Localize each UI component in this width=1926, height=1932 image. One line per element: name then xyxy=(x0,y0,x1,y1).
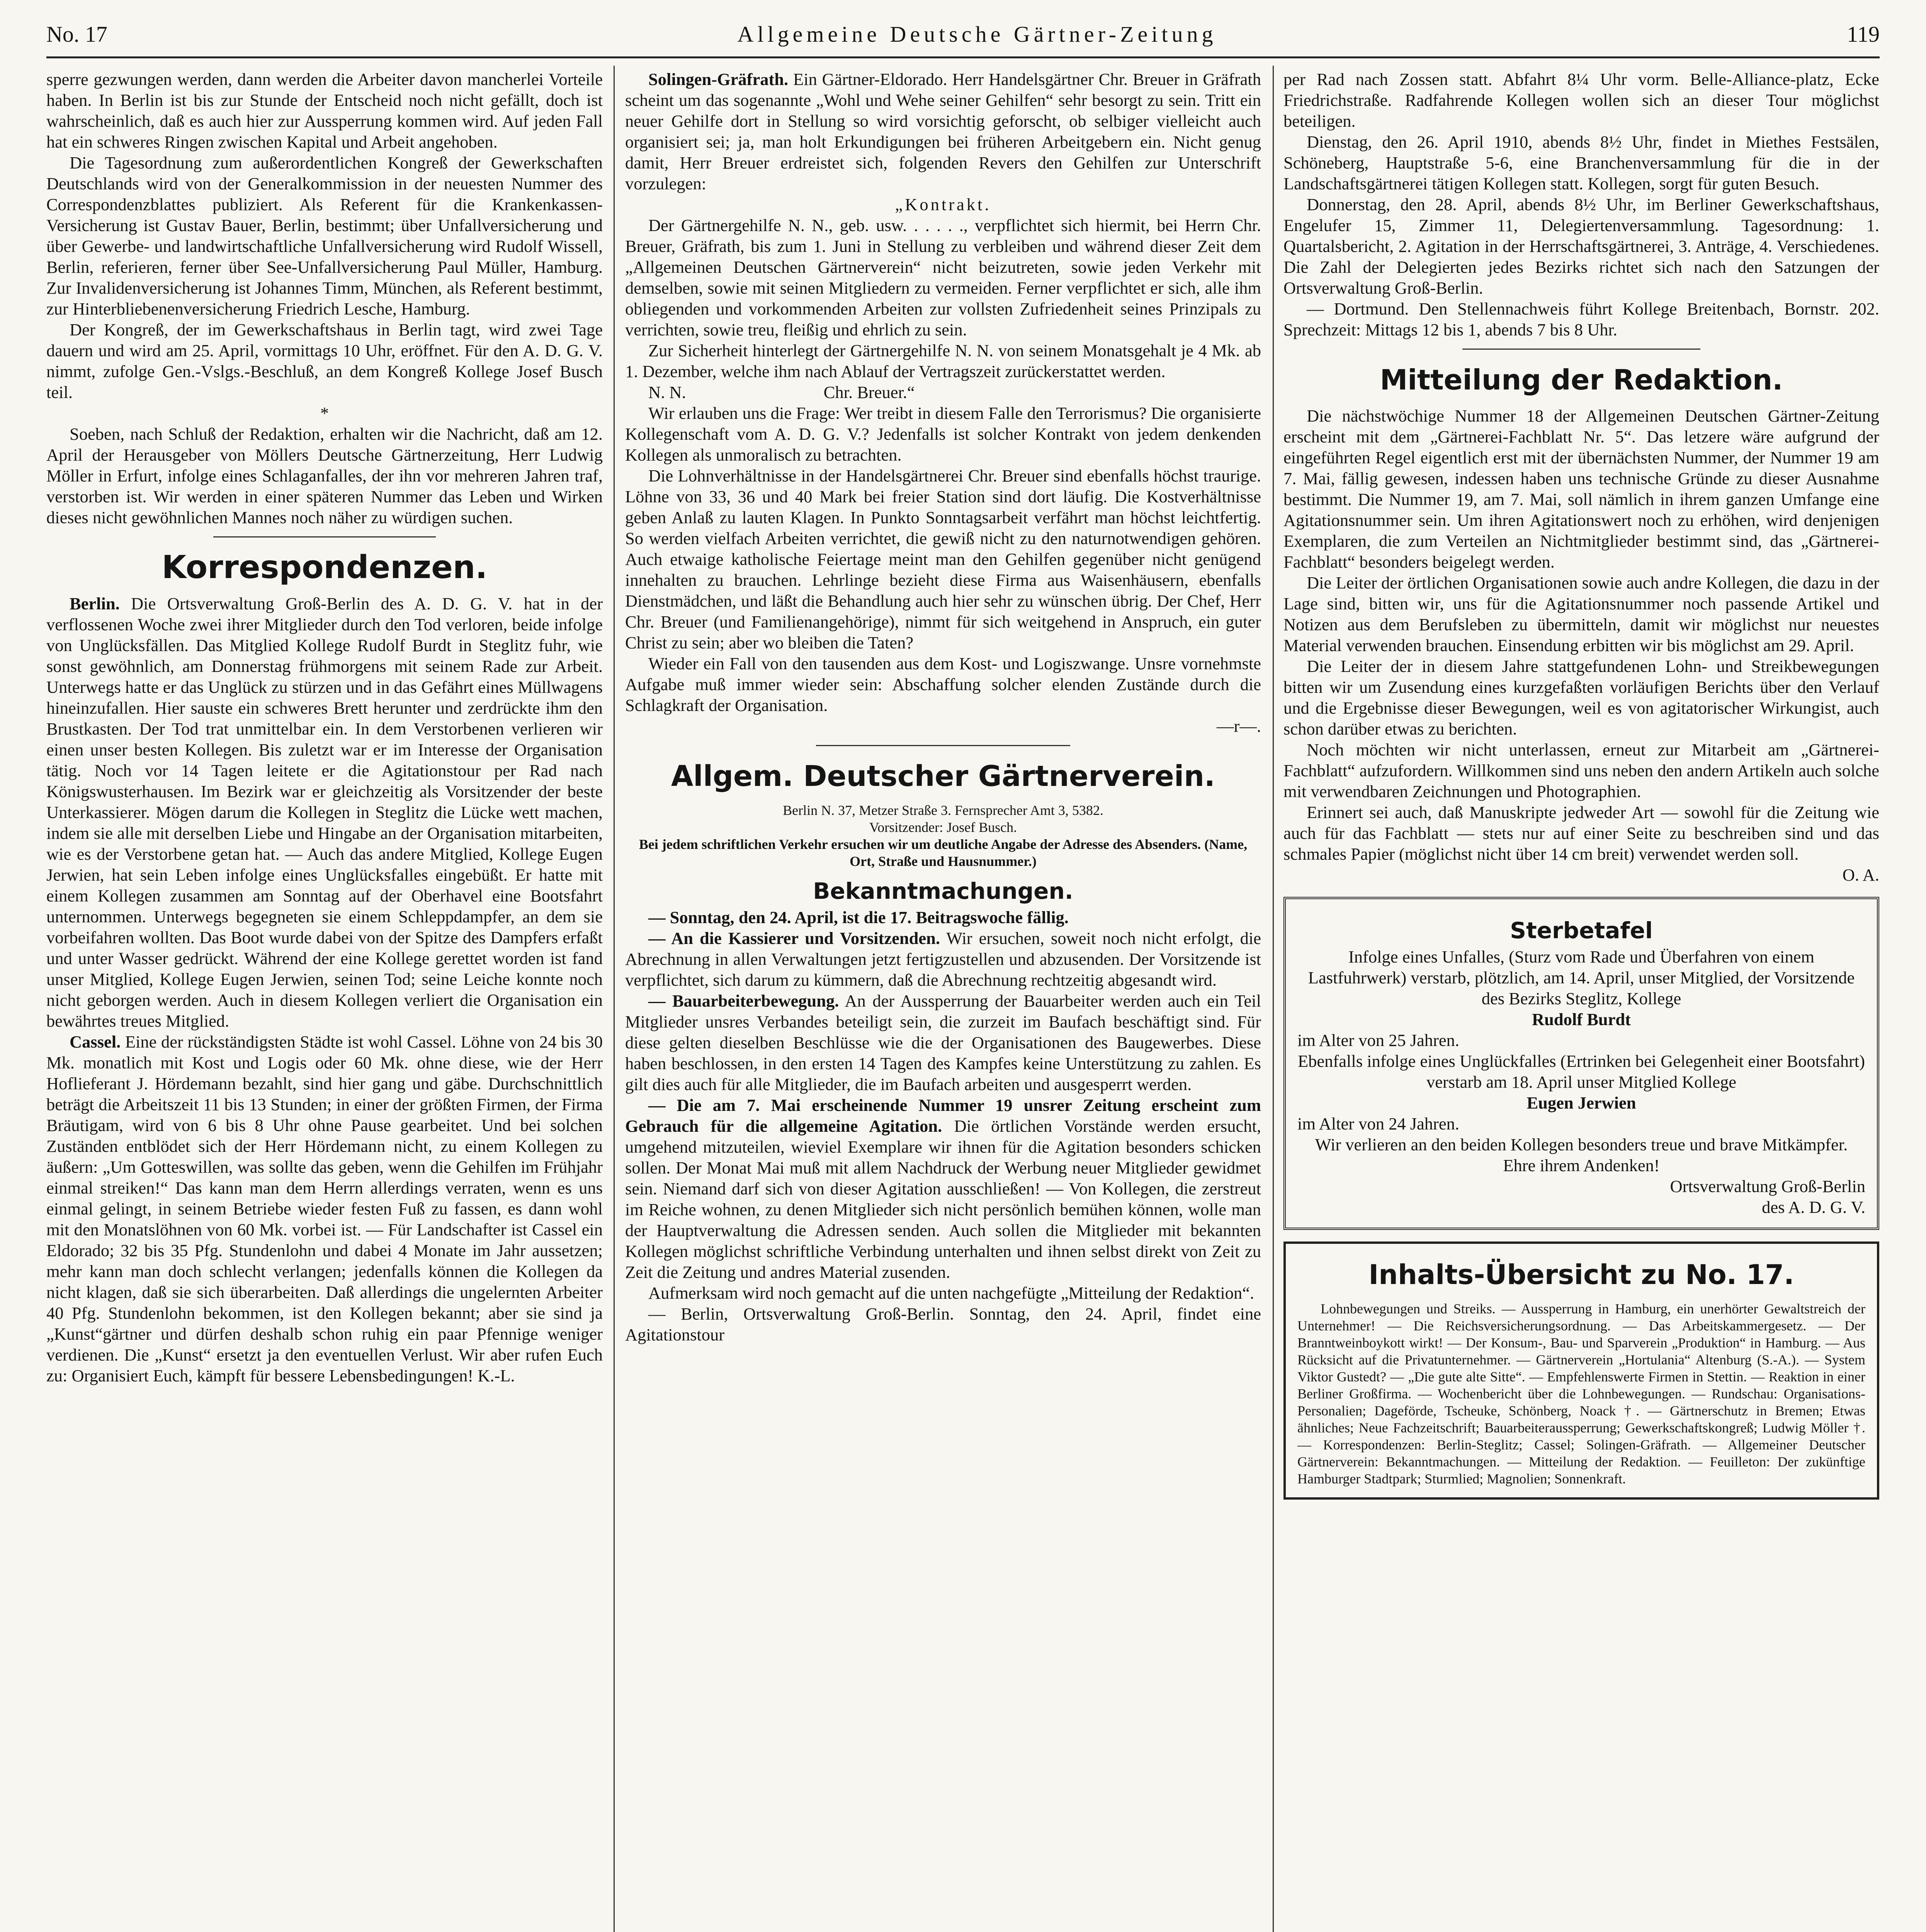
editorial-paragraph: Erinnert sei auch, daß Manuskripte jedweder Art — sowohl für die Zeitung wie auch für das Fachblatt — stets nur auf einer Seite zu beschreiben sind und das schmales Papier (möglichst nicht über 14 cm breit) verwendet werden soll. xyxy=(1283,803,1879,864)
obituary-box xyxy=(1283,897,1879,1230)
section-rule xyxy=(1462,349,1701,350)
announcement: — Sonntag, den 24. April, ist die 17. Beitragswoche fällig. xyxy=(648,908,1069,927)
article-paragraph: Die Lohnverhältnisse in der Handelsgärtnerei Chr. Breuer sind ebenfalls höchst traurige. Löhne von 33, 36 und 40 Mark bei freier Station sind dort läufig. Die Kostverhältnisse geben Anlaß zu lauten Klagen. In Punkto Sonntagsarbeit verfährt man höchst leichtfertig. So werden vielfach Arbeiten verrichtet, die gewiß nicht zu den naturnotwendigen gehören. Auch etwaige katholische Feiertage meint man den Gehilfen gegenüber nicht genügend innehalten zu brauchen. Lehrlinge bezieht diese Firma aus Waisenhäusern, ebenfalls Dienstmädchen, und läßt die Behandlung auch hier sehr zu wünschen übrig. Der Chef, Herr Chr. Breuer (und Familienangehörige), nimmt für sich weitgehend in Anspruch, ein guter Christ zu sein; aber wo bleiben die Taten? xyxy=(625,466,1261,652)
announcement: — An die Kassierer und Vorsitzenden. Wir ersuchen, soweit noch nicht erfolgt, die Abrechnung in allen Verwaltungen jetzt fertigzustellen und abzusenden. Der Vorsitzende ist verpflichtet, sich darum zu kümmern, daß die Abrechnung rechtzeitig abgesandt wird. xyxy=(625,929,1261,990)
author-sign: K.-L. xyxy=(478,1366,515,1385)
association-address: Berlin N. 37, Metzer Straße 3. Fernsprecher Amt 3, 5382. xyxy=(783,803,1103,818)
column-2 xyxy=(625,69,1261,1932)
header-rule xyxy=(46,56,1880,58)
contract-text: Der Gärtnergehilfe N. N., geb. usw. . . . . ., verpflichtet sich hiermit, bei Herrn Chr. Breuer, Gräfrath, bis zum 1. Juni in Stellung zu verbleiben und während dieser Zeit dem „Allgemeinen Deutschen Gärtnerverein“ nicht beizutreten, sowie jeden Verkehr mit demselben, sowie mit seinen Mitgliedern zu vermeiden. Ferner verpflichtet er sich, alle ihm obliegenden und vorkommenden Arbeiten zur vollsten Zufriedenheit seines Prinzipals zu verrichten, sowie treu, fleißig und ehrlich zu sein. xyxy=(625,216,1261,339)
contents-heading: Inhalts-Übersicht zu No. 17. xyxy=(1368,1259,1794,1291)
obituary-text: Ehre ihrem Andenken! xyxy=(1503,1156,1660,1175)
article-text: Eine der rückständigsten Städte ist wohl Cassel. Löhne von 24 bis 30 Mk. monatlich mit Kost und Logis oder 60 Mk. ohne diese, wie der Herr Hoflieferant J. Hördemann bezahlt, sind hier gang und gäbe. Durchschnittlich beträgt die Arbeitszeit 11 bis 13 Stunden; in einer der größten Firmen, der Firma Bräutigam, wird von 6 bis 8 Uhr ohne Pause gearbeitet. Und bei solchen Zuständen entblödet sich der Herr Hördemann nicht, zu einem Kollegen zu äußern: „Um Gotteswillen, was sollte das geben, wenn die Gehilfen im Frühjahr einmal streiken!“ Das kann man dem Herrn allerdings verraten, wenn es uns einmal gelingt, in seinem Betriebe wieder festen Fuß zu fassen, es dann wohl mit den Monatslöhnen von 60 Mk. vorbei ist. — Für Landschafter ist Cassel ein Eldorado; 32 bis 35 Pfg. Stundenlohn und dabei 4 Monate im Jahr aussetzen; mehr kann man doch schlecht verlangen; jedenfalls können die Kollegen da nicht klagen, daß sie sich überarbeiten. Daß allerdings die ungelernten Arbeiter 40 Pfg. Stundenlohn bekommen, ist den Kollegen bekannt; aber sie sind ja „Kunst“gärtner und dürfen deshalb schon ruhig ein paar Pfennige weniger verdienen. Die „Kunst“ ersetzt ja den eventuellen Verlust. Wir aber rufen Euch zu: Organisiert Euch, kämpft für bessere Lebensbedingungen! xyxy=(46,1032,603,1385)
contents-text: Lohnbewegungen und Streiks. — Aussperrung in Hamburg, ein unerhörter Gewaltstreich der Unternehmer! — Die Reichsversicherungsordnung. — Das Arbeitskammergesetz. — Der Branntweinboykott wirkt! — Der Konsum-, Bau- und Sparverein „Produktion“ in Hamburg. — Aus Rücksicht auf die Privatunternehmer. — Gärtnerverein „Hortulania“ Altenburg (S.-A.). — System Viktor Gustedt? — „Die gute alte Sitte“. — Empfehlenswerte Firmen in Stettin. — Reaktion in einer Berliner Großfirma. — Wochenbericht über die Lohnbewegungen. — Rundschau: Organisations-Personalien; Dageförde, Tscheuke, Schönberg, Noack †. — Gärtnerschutz in Bremen; Etwas ähnliches; Neue Fachzeitschrift; Bauarbeiteraussperrung; Gewerkschaftskongreß; Ludwig Möller †. — Korrespondenzen: Berlin-Steglitz; Cassel; Solingen-Gräfrath. — Allgemeiner Deutscher Gärtnerverein: Bekanntmachungen. — Mitteilung der Redaktion. — Feuilleton: Der zukünftige Hamburger Stadtpark; Sturmlied; Magnolien; Sonnenkraft. xyxy=(1297,1301,1865,1486)
issue-number: No. 17 xyxy=(46,21,107,47)
correspondence-cassel xyxy=(46,1031,603,1386)
association-chair: Vorsitzender: Josef Busch. xyxy=(869,820,1017,835)
obituary-signer: des A. D. G. V. xyxy=(1762,1197,1865,1217)
author-sign: —r—. xyxy=(1217,716,1261,736)
article-paragraph: Wieder ein Fall von den tausenden aus dem Kost- und Logiszwange. Unsre vornehmste Aufgabe muß immer wieder sein: Abschaffung solcher elenden Zustände durch die Schlagkraft der Organisation. xyxy=(625,654,1261,715)
editorial-paragraph: Noch möchten wir nicht unterlassen, erneut zur Mitarbeit am „Gärtnerei-Fachblatt“ aufzufordern. Willkommen sind uns neben den andern Artikeln auch solche mit verwendbaren Zeichnungen und Photographien. xyxy=(1283,740,1879,801)
obituary-text: Infolge eines Unfalles, (Sturz vom Rade und Überfahren von einem Lastfuhrwerk) verstarb, plötzlich, am 14. April, unser Mitglied, der Vorsitzende des Bezirks Steglitz, Kollege xyxy=(1308,947,1855,1008)
contents-box xyxy=(1283,1242,1879,1500)
article-paragraph: Wir erlauben uns die Frage: Wer treibt in diesem Falle den Terrorismus? Die organisierte Kollegenschaft vom A. D. G. V.? Jedenfalls ist solcher Kontrakt von jedem denkenden Kollegen als unmoralisch zu betrachten. xyxy=(625,403,1261,464)
article-paragraph: Der Kongreß, der im Gewerkschaftshaus in Berlin tagt, wird zwei Tage dauern und wird am 25. April, vormittags 10 Uhr, eröffnet. Für den A. D. G. V. nimmt, zufolge Gen.-Vslgs.-Beschluß, an dem Kongreß Kollege Josef Busch teil. xyxy=(46,320,603,402)
announcement: — Bauarbeiterbewegung. An der Aussperrung der Bauarbeiter werden auch ein Teil Mitglieder unsres Verbandes beteiligt sein, die zurzeit im Baufach beschäftigt sind. Für diese gelten dieselben Beschlüsse wie die der Organisationen des Baugewerbes. Diese haben beschlossen, in den ersten 14 Tagen des Kampfes keine Unterstützung zu zahlen. Es gilt dies auch für alle Mitglieder, die im Baufach arbeiten und ausgesperrt werden. xyxy=(625,991,1261,1094)
article-paragraph: sperre gezwungen werden, dann werden die Arbeiter davon mancherlei Vorteile haben. In Berlin ist bis zur Stunde der Entscheid noch nicht gefällt, doch ist wahrscheinlich, daß es auch hier zur Aussperrung kommen wird. Auf jeden Fall hat ein schweres Ringen zwischen Kapital und Arbeit angehoben. xyxy=(46,70,603,151)
obituary-signer: Ortsverwaltung Groß-Berlin xyxy=(1670,1177,1865,1196)
editorial-heading: Mitteilung der Redaktion. xyxy=(1380,364,1783,396)
editorial-paragraph: Die Leiter der in diesem Jahre stattgefundenen Lohn- und Streikbewegungen bitten wir um Zusendung eines kurzgefaßten vorläufigen Berichts über den Verlauf und die Ergebnisse dieser Bewegungen, weil es von agitatorischer Wirkungist, auch schon darüber etwas zu berichten. xyxy=(1283,656,1879,738)
masthead xyxy=(46,15,1880,53)
announcement: — Die am 7. Mai erscheinende Nummer 19 unsrer Zeitung erscheint zum Gebrauch für die allgemeine Agitation. Die örtlichen Vorstände werden ersucht, umgehend mitzuteilen, wieviel Exemplare wir ihnen für die Agitation besonders schicken sollen. Der Monat Mai muß mit allem Nachdruck der Werbung neuer Mitglieder gewidmet sein. Niemand darf sich von dieser Agitation ausschließen! — Von Kollegen, die zerstreut im Reiche wohnen, zu denen Mitglieder sich nicht persönlich bemühen können, wolle man der Hauptverwaltung die Adressen senden. Auch sollen die Mitglieder mit bekannten Kollegen möglichst schriftliche Verbindung unterhalten und ihnen selbst direkt von Zeit zu Zeit die Zeitung und andres Material zusenden. xyxy=(625,1095,1261,1282)
announcements-heading: Bekanntmachungen. xyxy=(813,878,1073,904)
city-lead: Solingen-Gräfrath. xyxy=(648,70,789,89)
correspondence-solingen xyxy=(625,69,1261,194)
obituary-heading: Sterbetafel xyxy=(1510,917,1653,944)
city-lead: Cassel. xyxy=(70,1032,121,1051)
article-text: Die Ortsverwaltung Groß-Berlin des A. D. G. V. hat in der verflossenen Woche zwei ihrer Mitglieder durch den Tod verloren, beide infolge von Unglücksfällen. Das Mitglied Kollege Rudolf Burdt in Steglitz fuhr, wie sonst gewöhnlich, am Donnerstag frühmorgens mit seinem Rade zur Arbeit. Unterwegs hatte er das Unglück zu stürzen und in das Gefährt eines Müllwagens hineinzufallen. Hier sauste ein schweres Brett herunter und zerdrückte ihm den Brustkasten. Der Tod trat unmittelbar ein. In dem Verstorbenen verlieren wir einen unser besten Kollegen. Bis zuletzt war er im Interesse der Organisation tätig. Noch vor 14 Tagen leitete er die Agitationstour per Rad nach Königswusterhausen. Im Bezirk war er gleichzeitig als Vorsitzender der beste Unterkassierer. Mögen darum die Kollegen in Steglitz die Lücke wett machen, indem sie alle mit derselben Liebe und Hingabe an der Organisation mitarbeiten, wie es der Verstorbene getan hat. — Auch das andere Mitglied, Kollege Eugen Jerwien, hat sein Leben infolge eines Unglücksfalles eingebüßt. Er hatte mit einem Kollegen zusammen am Sonntag auf der Oberhavel eine Bootsfahrt unternommen. Unterwegs begegneten sie einem Schleppdampfer, an dem sie vorbeifahren wollten. Das Boot wurde dabei von der Spitze des Dampfers erfaßt und unter Wasser gedrückt. Während der eine Kollege gerettet worden ist fand unser Mitglied, Kollege Eugen Jerwien, seinen Tod; seine Leiche konnte noch nicht geborgen werden. Auch in diesem Kollegen verliert die Organisation ein bewährtes treues Mitglied. xyxy=(46,594,603,1031)
article-text: Ein Gärtner-Eldorado. Herr Handelsgärtner Chr. Breuer in Gräfrath scheint um das sogenannte „Wohl und Wehe seiner Gehilfen“ sehr besorgt zu sein. Tritt ein neuer Gehilfe dort in Stellung so wird vorsichtig geforscht, ob selbiger vielleicht auch organisiert sei; ja, man holt Erkundigungen bei früheren Arbeitgebern ein. Nicht genug damit, Herr Breuer erdreistet sich, folgenden Revers den Gehilfen zur Unterschrift vorzulegen: xyxy=(625,70,1261,193)
city-lead: Berlin. xyxy=(70,594,120,613)
column-divider xyxy=(614,66,615,1932)
column-1 xyxy=(46,69,603,1932)
newspaper-title: Allgemeine Deutsche Gärtner-Zeitung xyxy=(737,21,1217,47)
section-rule xyxy=(213,536,436,537)
section-star: * xyxy=(320,403,329,423)
editorial-paragraph: Die nächstwöchige Nummer 18 der Allgemeinen Deutschen Gärtner-Zeitung erscheint mit dem „Gärtnerei-Fachblatt Nr. 5“. Das letzere wäre aufgrund der eingeführten Regel eigentlich erst mit der übernächsten Nummer, der Nummer 19 am 7. Mai, fällig gewesen, indessen haben uns technische Gründe zu dieser Ausnahme bestimmt. Die Nummer 19, am 7. Mai, soll nämlich in ihrem ganzen Umfange eine Agitationsnummer sein. Um ihren Agitationswert noch zu erhöhen, wird denjenigen Exemplaren, die zum Verteilen an Nichtmitglieder bestimmt sind, das „Gärtnerei-Fachblatt“ besonders beigelegt werden. xyxy=(1283,406,1879,571)
announcement: per Rad nach Zossen statt. Abfahrt 8¼ Uhr vorm. Belle-Alliance-platz, Ecke Friedrichstraße. Radfahrende Kollegen wollen sich an dieser Tour möglichst beteiligen. xyxy=(1283,70,1879,131)
obituary-age: im Alter von 25 Jahren. xyxy=(1297,1031,1459,1050)
announcement: Donnerstag, den 28. April, abends 8½ Uhr, im Berliner Gewerkschaftshaus, Engelufer 15, Zimmer 11, Delegiertenversammlung. Tagesordnung: 1. Quartalsbericht, 2. Agitation in der Herrschaftsgärtnerei, 3. Anträge, 4. Verschiedenes. Die Zahl der Delegierten jedes Bezirks richtet sich nach den Satzungen der Ortsverwaltung Groß-Berlin. xyxy=(1283,195,1879,298)
article-paragraph: Soeben, nach Schluß der Redaktion, erhalten wir die Nachricht, daß am 12. April der Herausgeber von Möllers Deutsche Gärtnerzeitung, Herr Ludwig Möller in Erfurt, infolge eines Schlaganfalles, der ihn vor mehreren Jahren traf, verstorben ist. Wir werden in einer späteren Nummer das Leben und Wirken dieses nicht gewöhnlichen Mannes noch näher zu würdigen suchen. xyxy=(46,424,603,527)
correspondence-berlin xyxy=(46,593,603,1031)
column-divider xyxy=(1273,66,1274,1932)
announcement: — Berlin, Ortsverwaltung Groß-Berlin. Sonntag, den 24. April, findet eine Agitationstour xyxy=(625,1304,1261,1344)
announcement: Dienstag, den 26. April 1910, abends 8½ Uhr, findet in Miethes Festsälen, Schöneberg, Hauptstraße 5-6, eine Branchenversammlung für die in der Landschaftsgärtnerei tätigen Kollegen statt. Kollegen, sorgt für guten Besuch. xyxy=(1283,132,1879,193)
section-rule xyxy=(816,745,1070,746)
obituary-age: im Alter von 24 Jahren. xyxy=(1297,1114,1459,1133)
obituary-text: Wir verlieren an den beiden Kollegen besonders treue und brave Mitkämpfer. xyxy=(1315,1135,1848,1154)
article-paragraph: Die Tagesordnung zum außerordentlichen Kongreß der Gewerkschaften Deutschlands wird von der Generalkommission in der neuesten Nummer des Correspondenzblattes publiziert. Als Referent für die Krankenkassen-Versicherung ist Gustav Bauer, Berlin, bestimmt; über Unfallversicherung und über Gewerbe- und landwirtschaftliche Unfallversicherung wird Rudolf Wissell, Berlin, referieren, ferner über See-Unfallversicherung Paul Müller, Hamburg. Zur Invalidenversicherung ist Johannes Timm, München, als Referent bestimmt, zur Hinterbliebenenversicherung Friedrich Lesche, Hamburg. xyxy=(46,153,603,318)
announcement: — Dortmund. Den Stellennachweis führt Kollege Breitenbach, Bornstr. 202. Sprechzeit: Mittags 12 bis 1, abends 7 bis 8 Uhr. xyxy=(1283,299,1879,339)
contract-sign: N. N. Chr. Breuer.“ xyxy=(648,383,915,402)
contract-title: „Kontrakt. xyxy=(895,195,991,214)
page-number: 119 xyxy=(1847,21,1880,47)
obituary-name: Rudolf Burdt xyxy=(1532,1010,1631,1029)
column-3 xyxy=(1283,69,1879,1932)
obituary-name: Eugen Jerwien xyxy=(1527,1093,1636,1112)
editorial-paragraph: Die Leiter der örtlichen Organisationen sowie auch andre Kollegen, die dazu in der Lage sind, bitten wir, uns für die Agitationsnummer noch passende Artikel und Notizen aus dem Berufsleben zu übermitteln, damit wir möglichst nur neuestes Material verwenden brauchen. Einsendung erbitten wir bis möglichst am 29. April. xyxy=(1283,573,1879,655)
announcement: Aufmerksam wird noch gemacht auf die unten nachgefügte „Mitteilung der Redaktion“. xyxy=(648,1283,1255,1303)
author-sign: O. A. xyxy=(1842,865,1879,884)
association-note: Bei jedem schriftlichen Verkehr ersuchen wir um deutliche Angabe der Adresse des Absenders. (Name, Ort, Straße und Hausnummer.) xyxy=(639,837,1248,869)
association-heading: Allgem. Deutscher Gärtnerverein. xyxy=(671,760,1215,793)
contract-text: Zur Sicherheit hinterlegt der Gärtnergehilfe N. N. von seinem Monatsgehalt je 4 Mk. ab 1. Dezember, welche ihm nach Ablauf der Vertragszeit zurückerstattet werden. xyxy=(625,341,1261,381)
obituary-text: Ebenfalls infolge eines Unglückfalles (Ertrinken bei Gelegenheit einer Bootsfahrt) verstarb am 18. April unser Mitglied Kollege xyxy=(1298,1051,1865,1092)
section-heading: Korrespondenzen. xyxy=(161,549,488,586)
